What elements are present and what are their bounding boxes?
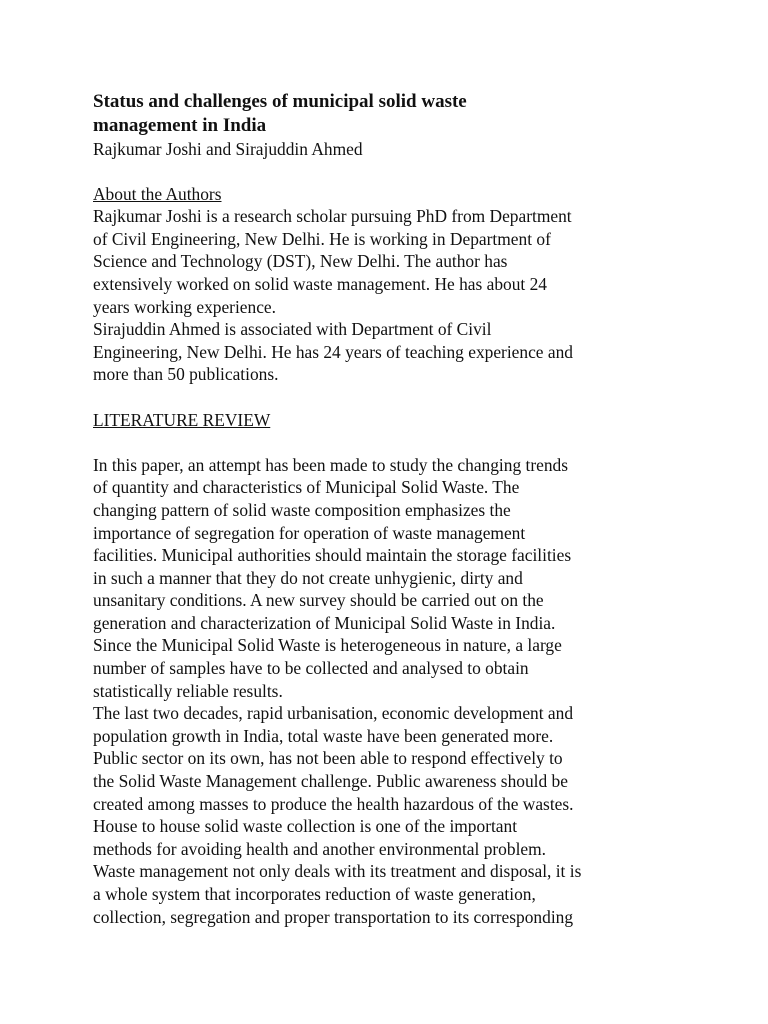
text-line: statistically reliable results. xyxy=(93,680,283,701)
text-line: In this paper, an attempt has been made to study the changing trends xyxy=(93,454,568,475)
text-line: of quantity and characteristics of Municipal Solid Waste. The xyxy=(93,477,520,498)
text-line: Rajkumar Joshi is a research scholar pursuing PhD from Department xyxy=(93,206,572,227)
text-line: number of samples have to be collected and analysed to obtain xyxy=(93,658,529,679)
text-line: in such a manner that they do not create unhygienic, dirty and xyxy=(93,567,523,588)
text-line: importance of segregation for operation of waste management xyxy=(93,522,526,543)
text-line: years working experience. xyxy=(93,296,277,317)
text-line: a whole system that incorporates reduction of waste generation, xyxy=(93,884,536,904)
text-line: collection, segregation and proper transportation to its corresponding xyxy=(93,906,574,927)
text-line: of Civil Engineering, New Delhi. He is working in Department of xyxy=(93,228,551,249)
text-line: Sirajuddin Ahmed is associated with Department of Civil xyxy=(93,319,492,340)
text-line: extensively worked on solid waste management. He has about 24 xyxy=(93,273,547,294)
text-line: population growth in India, total waste have been generated more. xyxy=(93,725,554,746)
author-line: Rajkumar Joshi and Sirajuddin Ahmed xyxy=(93,139,363,159)
text-line: Public sector on its own, has not been able to respond effectively to xyxy=(93,748,563,769)
text-line: Engineering, New Delhi. He has 24 years of teaching experience and xyxy=(93,341,573,362)
document-page xyxy=(93,90,683,928)
text-line: changing pattern of solid waste composition emphasizes the xyxy=(93,499,511,520)
literature-paragraph-1 xyxy=(93,454,683,703)
text-line: facilities. Municipal authorities should maintain the storage facilities xyxy=(93,545,572,566)
text-line: House to house solid waste collection is one of the important xyxy=(93,816,518,837)
text-line: Since the Municipal Solid Waste is heterogeneous in nature, a large xyxy=(93,635,562,656)
literature-review-heading: LITERATURE REVIEW xyxy=(93,409,271,430)
spacer xyxy=(93,386,683,409)
text-line: created among masses to produce the health hazardous of the wastes. xyxy=(93,793,574,814)
about-authors-heading: About the Authors xyxy=(93,183,222,204)
text-line: Science and Technology (DST), New Delhi. The author has xyxy=(93,251,508,272)
about-paragraph-joshi xyxy=(93,205,683,318)
text-line: The last two decades, rapid urbanisation, economic development and xyxy=(93,703,574,724)
title-line: management in India xyxy=(93,115,267,136)
text-line: the Solid Waste Management challenge. Public awareness should be xyxy=(93,771,568,792)
text-line: generation and characterization of Municipal Solid Waste in India. xyxy=(93,612,556,633)
text-line: Waste management not only deals with its treatment and disposal, it is xyxy=(93,861,582,882)
text-line: unsanitary conditions. A new survey should be carried out on the xyxy=(93,590,544,611)
title-line: Status and challenges of municipal solid waste xyxy=(93,91,467,112)
text-line: methods for avoiding health and another environmental problem. xyxy=(93,838,546,859)
spacer xyxy=(93,431,683,454)
literature-paragraph-2 xyxy=(93,702,683,928)
about-paragraph-ahmed xyxy=(93,318,683,386)
text-line: more than 50 publications. xyxy=(93,364,279,385)
document-title xyxy=(93,90,683,138)
